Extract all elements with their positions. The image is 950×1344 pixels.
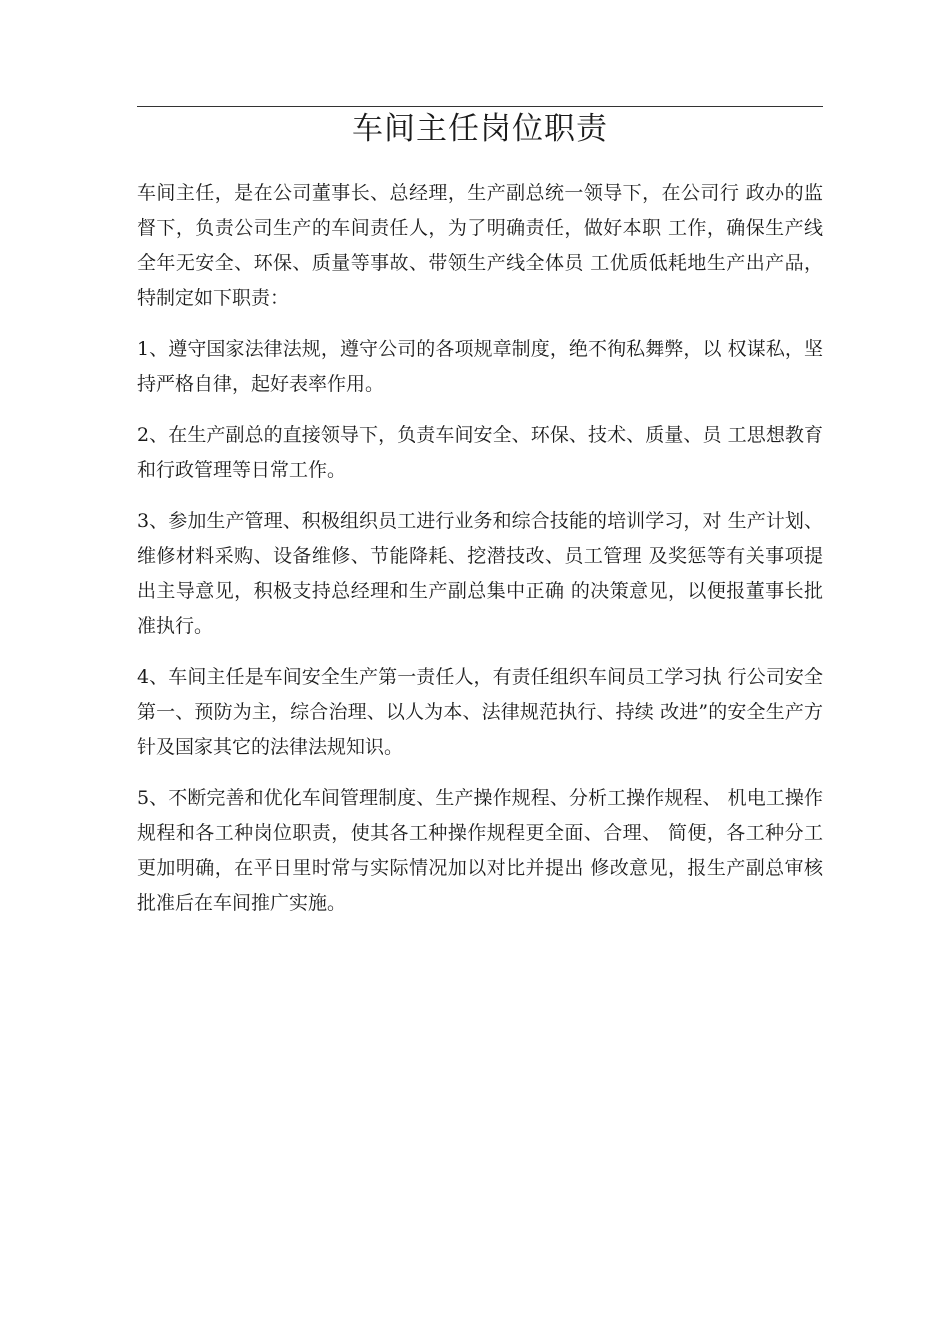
header-rule bbox=[137, 106, 823, 107]
paragraph-duty-3: 3、参加生产管理、积极组织员工进行业务和综合技能的培训学习，对 生产计划、维修材料采购、设备维修、节能降耗、挖潜技改、员工管理 及奖惩等有关事项提出主导意见，积极支持总经理和生产副总集中正确 的决策意见，以便报董事长批准执行。 bbox=[137, 510, 823, 637]
paragraph-duty-2: 2、在生产副总的直接领导下，负责车间安全、环保、技术、质量、员 工思想教育和行政管理等日常工作。 bbox=[137, 424, 823, 481]
paragraph-duty-1: 1、遵守国家法律法规，遵守公司的各项规章制度，绝不徇私舞弊，以 权谋私，坚持严格自律，起好表率作用。 bbox=[137, 338, 823, 395]
document-body bbox=[137, 176, 823, 937]
document-title: 车间主任岗位职责 bbox=[352, 111, 608, 147]
paragraph-duty-4: 4、车间主任是车间安全生产第一责任人，有责任组织车间员工学习执 行公司安全第一、预防为主，综合治理、以人为本、法律规范执行、持续 改进”的安全生产方针及国家其它的法律法规知识。 bbox=[137, 666, 823, 758]
paragraph-duty-5: 5、不断完善和优化车间管理制度、生产操作规程、分析工操作规程、 机电工操作规程和各工种岗位职责，使其各工种操作规程更全面、合理、 简便，各工种分工更加明确，在平日里时常与实际情况加以对比并提出 修改意见，报生产副总审核批准后在车间推广实施。 bbox=[137, 787, 823, 914]
paragraph-intro: 车间主任，是在公司董事长、总经理，生产副总统一领导下，在公司行 政办的监督下，负责公司生产的车间责任人，为了明确责任，做好本职 工作，确保生产线全年无安全、环保、质量等事故、带领生产线全体员 工优质低耗地生产出产品，特制定如下职责： bbox=[137, 182, 823, 309]
